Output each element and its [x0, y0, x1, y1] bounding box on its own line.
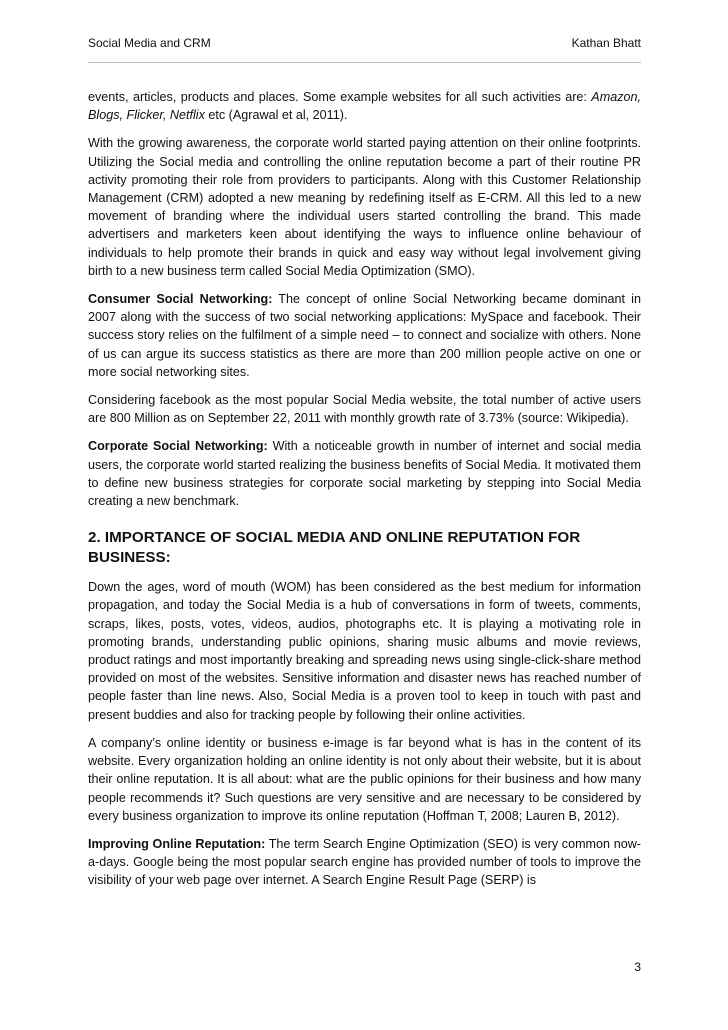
paragraph-7: A company’s online identity or business e-image is far beyond what is has in the content of its website. Every organization holding an online identity is not only about their website, but it is about their online reputation. It is all about: what are the public opinions for their business and how many people recommends it? Such questions are very sensitive and are necessary to be considered by every business organization to improve its online reputation (Hoffman T, 2008; Lauren B, 2012). — [88, 735, 641, 823]
section-heading: 2. IMPORTANCE OF SOCIAL MEDIA AND ONLINE REPUTATION FOR BUSINESS: — [88, 529, 581, 567]
paragraph-5 — [88, 437, 641, 510]
paragraph-1-text-b: etc (Agrawal et al, 2011). — [204, 108, 348, 123]
corporate-social-networking-lead: Corporate Social Networking: — [88, 439, 268, 454]
paragraph-4: Considering facebook as the most popular Social Media website, the total number of active users are 800 Million as on September 22, 2011 with monthly growth rate of 3.73% (source: Wikipedia). — [88, 393, 641, 426]
consumer-social-networking-lead: Consumer Social Networking: — [88, 292, 273, 307]
paragraph-8 — [88, 835, 641, 890]
document-body — [88, 88, 641, 900]
improving-online-reputation-lead: Improving Online Reputation: — [88, 836, 266, 851]
paragraph-3 — [88, 290, 641, 381]
paragraph-5-text: With a noticeable growth in number of internet and social media users, the corporate world started realizing the business benefits of Social Media. It motivated them to define new business strategies for corporate social marketing by stepping into Social Media creating a new benchmark. — [88, 439, 642, 509]
paragraph-1-examples: Amazon, Blogs, Flicker, Netflix — [88, 90, 641, 123]
document-page — [88, 0, 641, 1030]
header-title: Social Media and CRM — [88, 36, 211, 50]
paragraph-6: Down the ages, word of mouth (WOM) has been considered as the best medium for information propagation, and today the Social Media is a hub of conversations in form of tweets, comments, scraps, likes, posts, votes, videos, audios, photographs etc. It is playing a motivating role in promoting brands, understanding public opinions, sharing music albums and movie reviews, product ratings and most importantly breaking and spreading news using single-click-share method provided on most of the websites. Sensitive information and disaster news has reached number of people faster than line news. Also, Social Media is a proven tool to keep in touch with past and present buddies and also for tracking people by following their online activities. — [88, 580, 641, 722]
paragraph-1-text-a: events, articles, products and places. Some example websites for all such activities are: — [88, 90, 592, 104]
paragraph-8-text: The term Search Engine Optimization (SEO) is very common now-a-days. Google being the most popular search engine has provided number of tools to improve the visibility of your web page over internet. A Search Engine Result Page (SERP) is — [88, 836, 641, 888]
paragraph-1 — [88, 88, 641, 124]
header-divider — [88, 62, 641, 63]
page-number: 3 — [634, 960, 641, 974]
paragraph-3-text: The concept of online Social Networking became dominant in 2007 along with the success of two social networking applications: MySpace and facebook. Their success story relies on the fulfilment of a simple need – to connect and socialize with others. None of us can argue its success statistics as there are more than 200 million people active on one or more social networking sites. — [88, 292, 641, 379]
page-header — [88, 36, 641, 56]
paragraph-2: With the growing awareness, the corporate world started paying attention on their online footprints. Utilizing the Social media and controlling the online reputation become a part of their routine PR activity promoting their role from providers to participants. Along with this Customer Relationship Management (CRM) adopted a new meaning by redefining itself as E-CRM. All this led to a new movement of branding where the individual users started controlling the brand. This made advertisers and marketers keen about identifying the ways to influence online behaviour of individuals to help promote their brands in quick and easy way without legal involvement giving birth to a new business term called Social Media Optimization (SMO). — [88, 136, 641, 278]
header-author: Kathan Bhatt — [571, 36, 641, 50]
